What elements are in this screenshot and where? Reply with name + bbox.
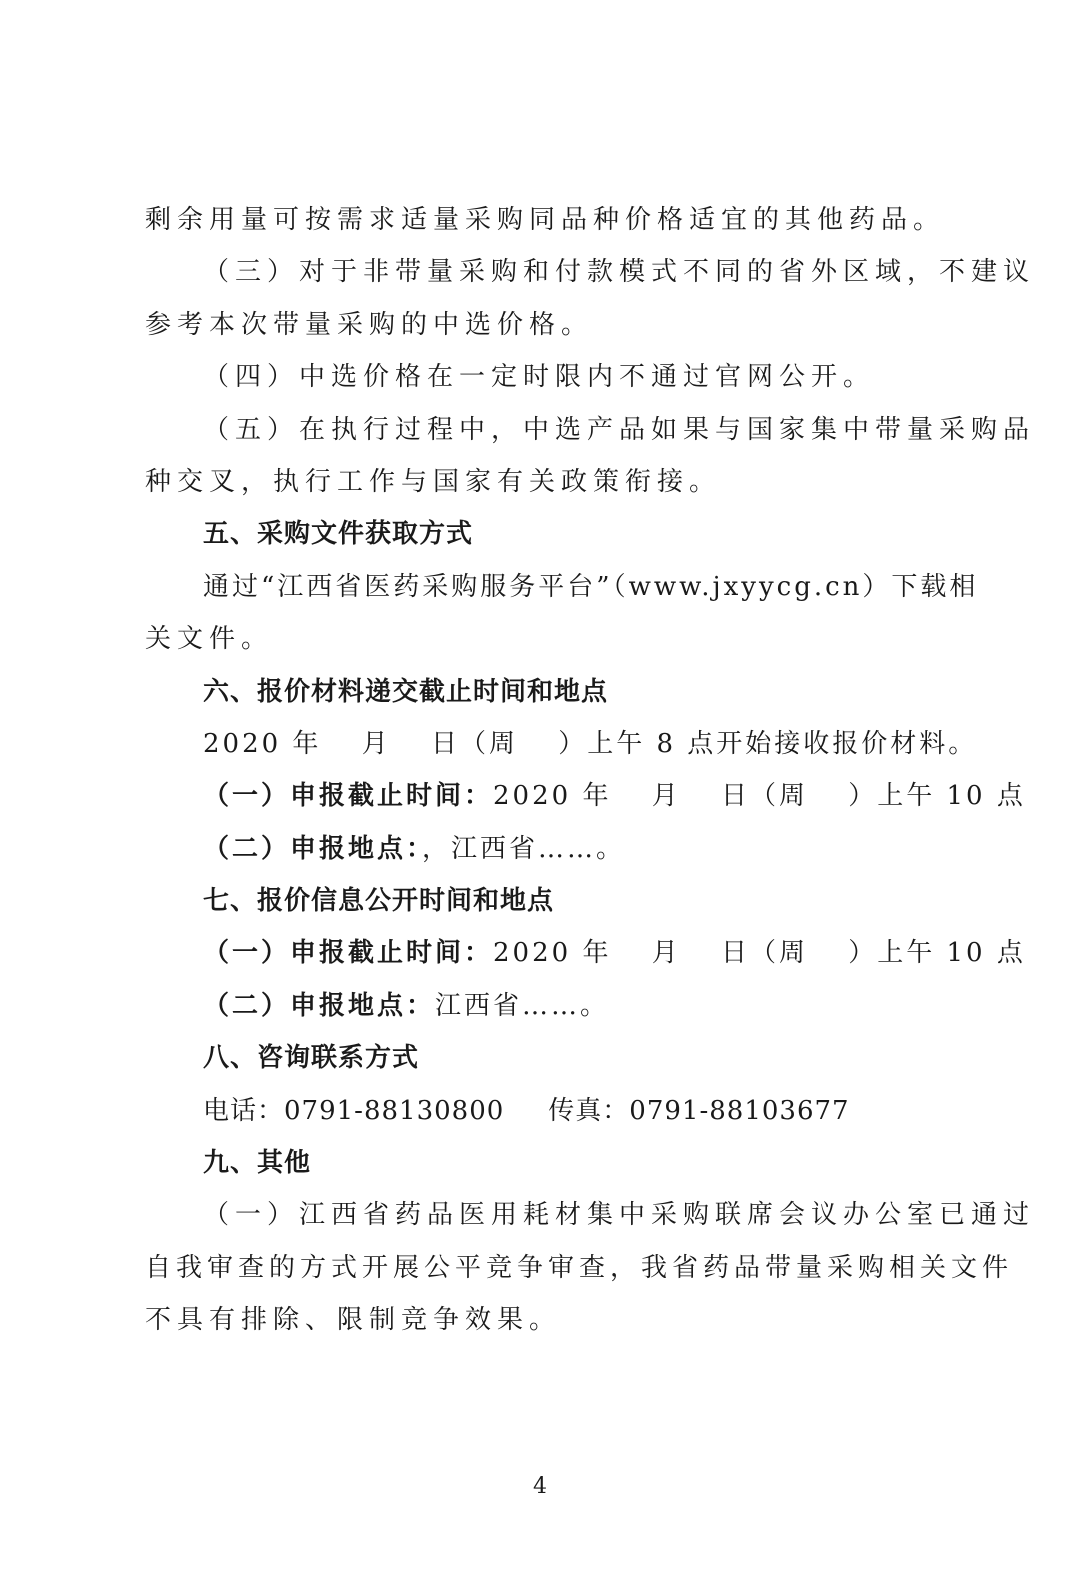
deadline-line	[145, 927, 1026, 979]
paragraph-line: 关文件。	[145, 624, 274, 655]
deadline-label: （一）申报截止时间：	[203, 781, 494, 812]
paragraph-line: 不具有排除、限制竞争效果。	[145, 1305, 562, 1336]
deadline-value: 2020 年 月 日（周 ）上午 10 点	[493, 938, 1026, 969]
location-label: （二）申报地点：	[203, 990, 436, 1021]
page-number: 4	[533, 1474, 547, 1499]
section-heading-8: 八、咨询联系方式	[203, 1043, 420, 1074]
phone-number: 电话：0791-88130800	[203, 1095, 505, 1126]
paragraph-line: 种交叉，执行工作与国家有关政策衔接。	[145, 466, 722, 497]
location-line	[145, 823, 945, 875]
paragraph-line: （三）对于非带量采购和付款模式不同的省外区域，不建议	[203, 257, 1036, 288]
paragraph-line: 2020 年 月 日（周 ）上午 8 点开始接收报价材料。	[203, 728, 978, 759]
section-heading-5: 五、采购文件获取方式	[203, 519, 474, 550]
deadline-value: 2020 年 月 日（周 ）上午 10 点	[493, 781, 1026, 812]
location-label: （二）申报地点：	[203, 833, 423, 864]
location-line	[145, 980, 945, 1032]
deadline-label: （一）申报截止时间：	[203, 938, 494, 969]
location-value: 江西省……。	[435, 990, 610, 1021]
section-heading-7: 七、报价信息公开时间和地点	[203, 886, 555, 917]
section-heading-6: 六、报价材料递交截止时间和地点	[203, 676, 609, 707]
section-heading-9: 九、其他	[203, 1148, 312, 1179]
paragraph-line: （四）中选价格在一定时限内不通过官网公开。	[203, 362, 876, 393]
fax-number: 传真：0791-88103677	[548, 1095, 850, 1126]
document-body	[145, 194, 1036, 1347]
deadline-line	[145, 770, 1026, 822]
paragraph-line: 参考本次带量采购的中选价格。	[145, 309, 594, 340]
paragraph-line: 剩余用量可按需求适量采购同品种价格适宜的其他药品。	[145, 205, 946, 235]
paragraph-line: （一）江西省药品医用耗材集中采购联席会议办公室已通过	[203, 1200, 1036, 1231]
location-value: ，江西省……。	[422, 833, 626, 864]
paragraph-line: 自我审查的方式开展公平竞争审查，我省药品带量采购相关文件	[145, 1252, 1014, 1283]
contact-line	[145, 1085, 945, 1137]
paragraph-line: （五）在执行过程中，中选产品如果与国家集中带量采购品	[203, 414, 1036, 445]
paragraph-line: 通过“江西省医药采购服务平台”（www.jxyycg.cn）下载相	[203, 571, 979, 602]
